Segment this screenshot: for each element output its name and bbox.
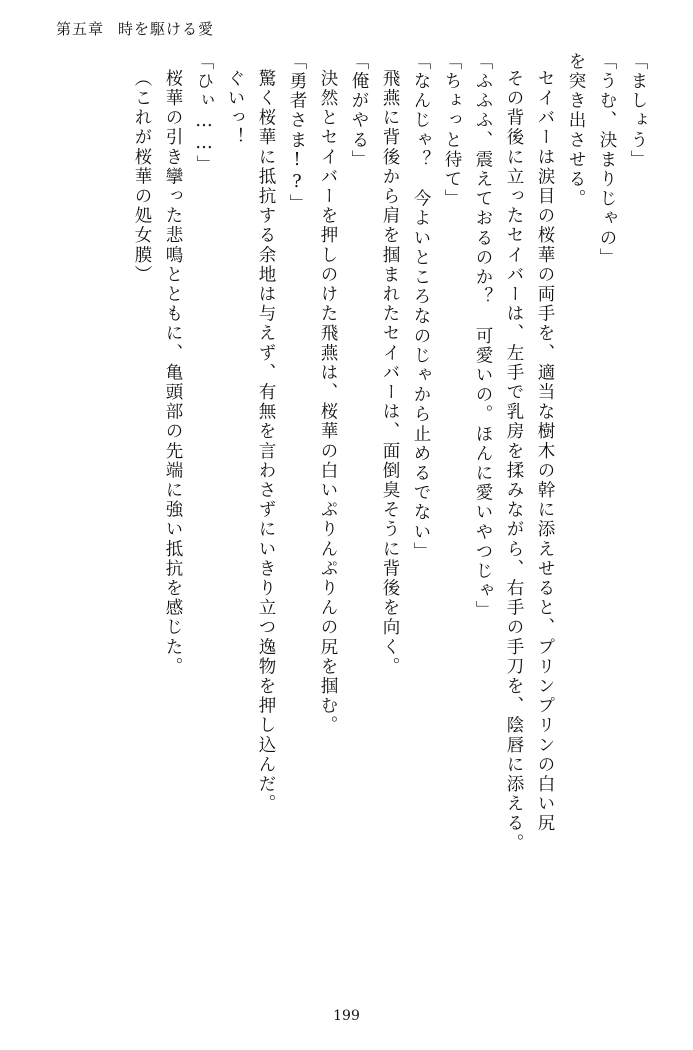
text-line: 「ちょっと待て」 bbox=[442, 52, 462, 209]
vertical-text-body bbox=[46, 52, 646, 982]
text-line: 「勇者さま!?」 bbox=[287, 52, 307, 214]
text-line: その背後に立ったセイバーは、左手で乳房を揉みながら、右手の手刀を、陰唇に添える。 bbox=[504, 69, 524, 853]
text-line: 驚く桜華に抵抗する余地は与えず、有無を言わさずにいきり立つ逸物を押し込んだ。 bbox=[256, 69, 276, 814]
text-line: 「ましょう」 bbox=[628, 52, 648, 170]
text-line: 「ふふふ、震えておるのか？ 可愛いの。ほんに愛いやつじゃ」 bbox=[473, 52, 493, 621]
chapter-number: 第五章 bbox=[56, 20, 105, 38]
text-line: 決然とセイバーを押しのけた飛燕は、桜華の白いぷりんぷりんの尻を掴む。 bbox=[318, 69, 338, 736]
text-line: 「うむ、決まりじゃの」 bbox=[597, 52, 617, 268]
text-line: を突き出させる。 bbox=[566, 52, 586, 209]
text-line: （これが桜華の処女膜） bbox=[132, 69, 152, 285]
text-line: ぐいっ！ bbox=[225, 69, 245, 148]
text-line: 「俺がやる」 bbox=[349, 52, 369, 170]
text-line: 「ひぃ……」 bbox=[194, 52, 214, 175]
text-line: セイバーは涙目の桜華の両手を、適当な樹木の幹に添えせると、プリンプリンの白い尻 bbox=[535, 69, 555, 834]
page-number: 199 bbox=[333, 1008, 360, 1024]
chapter-title: 時を駆ける愛 bbox=[118, 20, 215, 38]
running-head bbox=[56, 18, 214, 39]
text-line: 桜華の引き攣った悲鳴とともに、亀頭部の先端に強い抵抗を感じた。 bbox=[163, 69, 183, 677]
text-line: 飛燕に背後から肩を掴まれたセイバーは、面倒臭そうに背後を向く。 bbox=[380, 69, 400, 677]
text-line: 「なんじゃ？ 今よいところなのじゃから止めるでない」 bbox=[411, 52, 431, 562]
